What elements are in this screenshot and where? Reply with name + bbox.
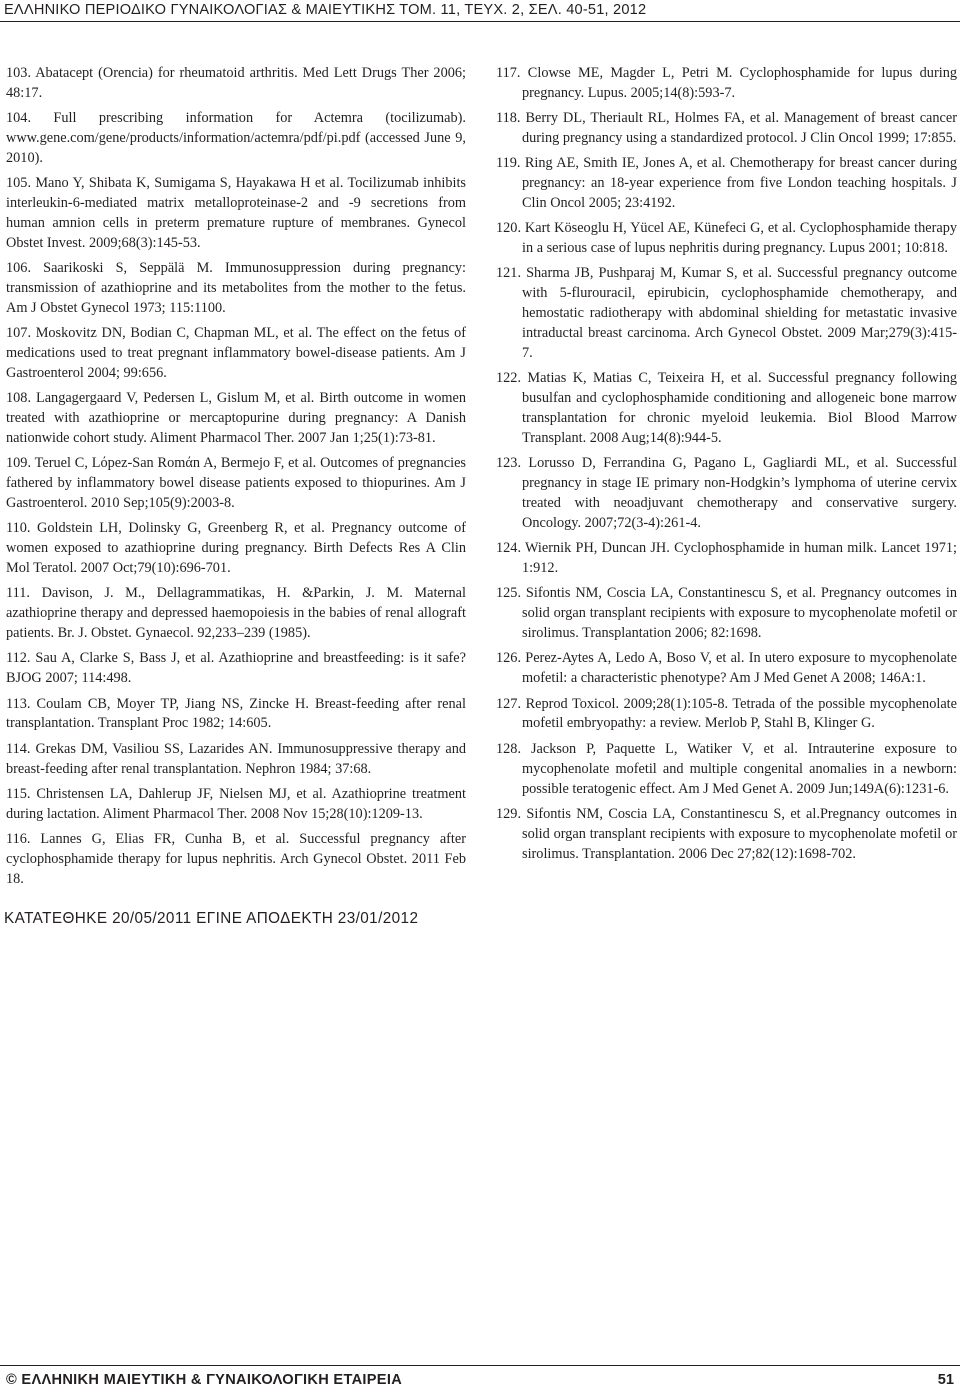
references-right-column bbox=[496, 64, 957, 870]
reference-115: 115. Christensen LA, Dahlerup JF, Nielsen MJ, et al. Azathioprine treatment during lactation. Aliment Pharmacol Ther. 2008 Nov 15;28(10):1209-13. bbox=[6, 785, 466, 822]
reference-116: 116. Lannes G, Elias FR, Cunha B, et al. Successful pregnancy after cyclophosphamide therapy for lupus nephritis. Arch Gynecol Obstet. 2011 Feb 18. bbox=[6, 830, 466, 887]
references-left-column bbox=[6, 64, 466, 895]
reference-127: 127. Reprod Toxicol. 2009;28(1):105-8. Tetrada of the possible mycophenolate mofetil embryopathy: a review. Merlob P, Stahl B, Klinger G. bbox=[496, 695, 957, 732]
reference-128: 128. Jackson P, Paquette L, Watiker V, et al. Intrauterine exposure to mycophenolate mofetil and multiple congenital anomalies in a newborn: possible teratogenic effect. Am J Med Genet A. 2009 Jun;149A(6):1231-6. bbox=[496, 740, 957, 797]
reference-121: 121. Sharma JB, Pushparaj M, Kumar S, et al. Successful pregnancy outcome with 5-flurouracil, epirubicin, cyclophosphamide chemotherapy, and hemostatic radiotherapy with abdominal shielding for metastatic invasive intraductal breast carcinoma. Arch Gynecol Obstet. 2009 Mar;279(3):415-7. bbox=[496, 265, 957, 362]
reference-108: 108. Langagergaard V, Pedersen L, Gislum M, et al. Birth outcome in women treated with azathioprine or mercaptopurine during pregnancy: A Danish nationwide cohort study. Aliment Pharmacol Ther. 2007 Jan 1;25(1):73-81. bbox=[6, 390, 466, 447]
reference-112: 112. Sau A, Clarke S, Bass J, et al. Azathioprine and breastfeeding: is it safe? BJOG 2007; 114:498. bbox=[6, 650, 466, 687]
reference-117: 117. Clowse ME, Magder L, Petri M. Cyclophosphamide for lupus during pregnancy. Lupus. 2005;14(8):593-7. bbox=[496, 65, 957, 101]
reference-105: 105. Mano Y, Shibata K, Sumigama S, Hayakawa H et al. Tocilizumab inhibits interleukin-6-mediated matrix metalloproteinase-2 and -9 secretions from human amnion cells in preterm premature rupture of membranes. Gynecol Obstet Invest. 2009;68(3):145-53. bbox=[6, 175, 466, 251]
reference-104: 104. Full prescribing information for Actemra (tocilizumab). www.gene.com/gene/products/information/actemra/pdf/pi.pdf (accessed June 9, 2010). bbox=[6, 110, 466, 166]
page-number: 51 bbox=[937, 1372, 954, 1388]
reference-111: 111. Davison, J. M., Dellagrammatikas, H. &Parkin, J. M. Maternal azathioprine therapy and depressed haemopoiesis in the babies of renal allograft patients. Br. J. Obstet. Gynaecol. 92,233–239 (1985). bbox=[6, 585, 466, 642]
reference-123: 123. Lorusso D, Ferrandina G, Pagano L, Gagliardi ML, et al. Successful pregnancy in stage IE primary non-Hodgkin’s lymphoma of uterine cervix treated with neoadjuvant chemotherapy and conservative surgery. Oncology. 2007;72(3-4):261-4. bbox=[496, 455, 957, 532]
reference-122: 122. Matias K, Matias C, Teixeira H, et al. Successful pregnancy following busulfan and cyclophosphamide conditioning and allogeneic bone marrow transplantation for chronic myeloid leukemia. Biol Blood Marrow Transplant. 2008 Aug;14(8):944-5. bbox=[496, 370, 957, 447]
reference-129: 129. Sifontis NM, Coscia LA, Constantinescu S, et al.Pregnancy outcomes in solid organ transplant recipients with exposure to mycophenolate mofetil or sirolimus. Transplantation. 2006 Dec 27;82(12):1698-702. bbox=[496, 805, 957, 862]
reference-107: 107. Moskovitz DN, Bodian C, Chapman ML, et al. The effect on the fetus of medications used to treat pregnant inflammatory bowel-disease patients. Am J Gastroenterol 2004; 99:656. bbox=[6, 325, 466, 382]
footer-divider bbox=[0, 1365, 960, 1366]
header-divider bbox=[0, 21, 960, 22]
reference-113: 113. Coulam CB, Moyer TP, Jiang NS, Zincke H. Breast-feeding after renal transplantation. Transplant Proc 1982; 14:605. bbox=[6, 695, 466, 732]
reference-103: 103. Abatacept (Orencia) for rheumatoid arthritis. Med Lett Drugs Ther 2006; 48:17. bbox=[6, 65, 466, 101]
reference-114: 114. Grekas DM, Vasiliou SS, Lazarides AN. Immunosuppressive therapy and breast-feeding after renal transplantation. Nephron 1984; 37:68. bbox=[6, 740, 466, 777]
reference-124: 124. Wiernik PH, Duncan JH. Cyclophosphamide in human milk. Lancet 1971; 1:912. bbox=[496, 540, 957, 577]
reference-120: 120. Kart Köseoglu H, Yücel AE, Künefeci G, et al. Cyclophosphamide therapy in a serious case of lupus nephritis during pregnancy. Lupus 2001; 10:818. bbox=[496, 220, 957, 257]
submission-acceptance-dates: ΚΑΤΑΤΕΘΗΚΕ 20/05/2011 ΕΓΙΝΕ ΑΠΟΔΕΚΤΗ 23/01/2012 bbox=[4, 910, 419, 927]
reference-126: 126. Perez-Aytes A, Ledo A, Boso V, et al. In utero exposure to mycophenolate mofetil: a characteristic phenotype? Am J Med Genet A 2008; 146A:1. bbox=[496, 650, 957, 687]
reference-106: 106. Saarikoski S, Seppälä M. Immunosuppression during pregnancy: transmission of azathioprine and its metabolites from the mother to the fetus. Am J Obstet Gynecol 1973; 115:1100. bbox=[6, 260, 466, 317]
reference-109: 109. Teruel C, Lόpez-San Romάn A, Bermejo F, et al. Outcomes of pregnancies fathered by inflammatory bowel disease patients exposed to thiopurines. Am J Gastroenterol. 2010 Sep;105(9):2003-8. bbox=[6, 455, 466, 512]
reference-118: 118. Berry DL, Theriault RL, Holmes FA, et al. Management of breast cancer during pregnancy using a standardized protocol. J Clin Oncol 1999; 17:855. bbox=[496, 110, 957, 147]
reference-110: 110. Goldstein LH, Dolinsky G, Greenberg R, et al. Pregnancy outcome of women exposed to azathioprine during pregnancy. Birth Defects Res A Clin Mol Teratol. 2007 Oct;79(10):696-701. bbox=[6, 520, 466, 577]
journal-running-header: ΕΛΛΗΝΙΚΟ ΠΕΡΙΟΔΙΚΟ ΓΥΝΑΙΚΟΛΟΓΙΑΣ & ΜΑΙΕΥΤΙΚΗΣ ΤΟΜ. 11, ΤΕΥΧ. 2, ΣΕΛ. 40-51, 2012 bbox=[4, 2, 647, 18]
reference-119: 119. Ring AE, Smith IE, Jones A, et al. Chemotherapy for breast cancer during pregnancy: an 18-year experience from five London teaching hospitals. J Clin Oncol 2005; 23:4192. bbox=[496, 155, 957, 212]
footer-society-name: © ΕΛΛΗΝΙΚΗ ΜΑΙΕΥΤΙΚΗ & ΓΥΝΑΙΚΟΛΟΓΙΚΗ ΕΤΑΙΡΕΙΑ bbox=[6, 1372, 403, 1388]
reference-125: 125. Sifontis NM, Coscia LA, Constantinescu S, et al. Pregnancy outcomes in solid organ transplant recipients with exposure to mycophenolate mofetil or sirolimus. Transplantation 2006; 82:1698. bbox=[496, 585, 957, 642]
